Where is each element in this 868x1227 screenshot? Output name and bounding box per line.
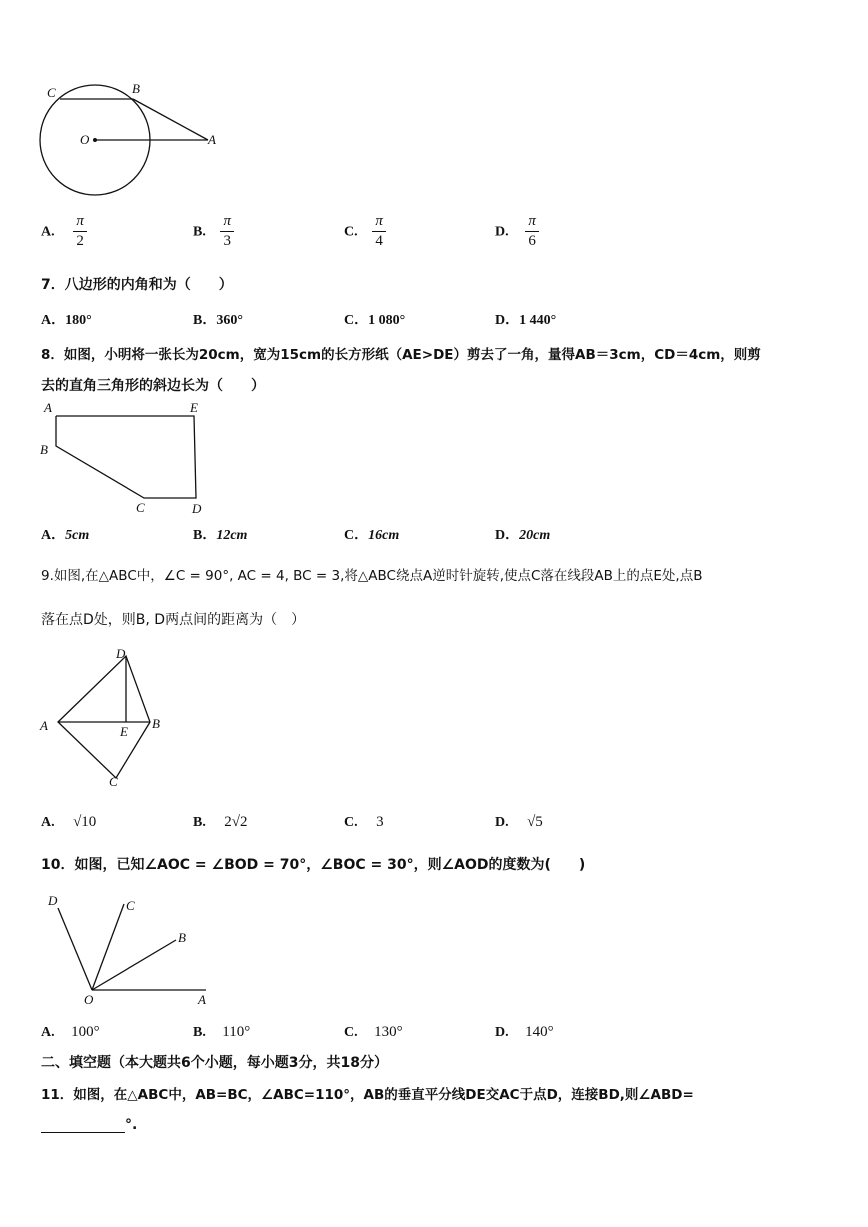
q9-label-a: A — [40, 718, 48, 733]
q6-option-d[interactable] — [495, 213, 539, 250]
q10-a-value: 100° — [71, 1024, 100, 1040]
q9-d-value: √5 — [527, 814, 543, 830]
q9-option-a[interactable] — [41, 814, 96, 831]
q10-b-letter: B. — [193, 1025, 206, 1040]
q7-option-d[interactable] — [495, 309, 556, 329]
q10-a-letter: A. — [41, 1025, 55, 1040]
q8-label-d: D — [192, 501, 202, 516]
q10-option-d[interactable] — [495, 1024, 554, 1041]
q10-label-a: A — [198, 992, 206, 1007]
q10-label-o: O — [84, 992, 94, 1007]
q9-a-value: √10 — [73, 814, 97, 830]
q9-option-c[interactable] — [344, 814, 384, 831]
q7-option-b[interactable] — [193, 309, 243, 329]
q9-d-letter: D. — [495, 815, 509, 830]
q6-option-d-letter: D. — [495, 224, 509, 240]
q6-label-o: O — [80, 132, 90, 147]
q6-figure — [36, 80, 226, 200]
q6-b-num: π — [223, 213, 232, 229]
q11-answer-line[interactable] — [41, 1117, 137, 1133]
q6-option-b-fraction — [220, 213, 234, 250]
q9-option-d[interactable] — [495, 814, 543, 831]
q10-label-d: D — [48, 893, 58, 908]
q6-option-d-fraction — [525, 213, 539, 250]
q7-c-value: 1 080° — [368, 313, 406, 328]
q6-option-a[interactable] — [41, 213, 87, 250]
q7-d-value: 1 440° — [519, 313, 557, 328]
q8-c-letter: C． — [344, 528, 369, 543]
q8-a-letter: A． — [41, 528, 66, 543]
q8-b-value: 12cm — [216, 528, 248, 543]
q10-label-b: B — [178, 930, 186, 945]
q10-stem: 10．如图，已知∠AOC = ∠BOD = 70°，∠BOC = 30°，则∠AOD的度数为( ) — [41, 857, 586, 873]
q8-label-c: C — [136, 500, 145, 515]
q8-d-letter: D． — [495, 528, 520, 543]
q6-option-b-letter: B. — [193, 224, 206, 240]
q10-label-c: C — [126, 898, 135, 913]
q6-label-a: A — [208, 132, 216, 147]
q10-d-letter: D. — [495, 1025, 509, 1040]
q9-a-letter: A. — [41, 815, 55, 830]
q8-figure — [36, 398, 216, 518]
q10-option-a[interactable] — [41, 1024, 100, 1041]
q8-option-b[interactable] — [193, 524, 247, 544]
q9-b-value: 2√2 — [224, 814, 248, 830]
q8-label-b: B — [40, 442, 48, 457]
q11-answer-blank[interactable] — [41, 1118, 125, 1133]
q6-d-num: π — [528, 213, 536, 229]
q6-a-num: π — [76, 213, 84, 229]
q10-b-value: 110° — [222, 1024, 251, 1040]
q6-option-a-fraction — [73, 213, 87, 250]
q8-option-a[interactable] — [41, 524, 89, 544]
q11-stem-line1: 11．如图，在△ABC中，AB=BC，∠ABC=110°，AB的垂直平分线DE交AC于点D，连接BD,则∠ABD= — [41, 1087, 694, 1103]
section-title: 二、填空题（本大题共6个小题，每小题3分，共18分） — [41, 1055, 388, 1071]
q6-option-c-letter: C. — [344, 224, 358, 240]
q8-b-letter: B． — [193, 528, 217, 543]
q10-figure — [36, 888, 216, 1008]
q6-option-c-fraction — [372, 213, 386, 250]
q6-b-den: 3 — [223, 233, 232, 249]
q6-c-num: π — [375, 213, 383, 229]
q7-a-letter: A． — [41, 313, 66, 328]
q6-label-c: C — [47, 85, 56, 100]
q6-option-a-letter: A. — [41, 224, 55, 240]
q7-b-letter: B． — [193, 313, 217, 328]
q8-option-d[interactable] — [495, 524, 550, 544]
q8-stem-line2: 去的直角三角形的斜边长为（ ） — [41, 378, 265, 394]
q9-figure — [36, 642, 176, 792]
q9-option-b[interactable] — [193, 814, 248, 831]
q10-d-value: 140° — [525, 1024, 554, 1040]
q9-stem-line2: 落在点D处，则B, D两点间的距离为（ ） — [41, 612, 306, 628]
q8-a-value: 5cm — [65, 528, 90, 543]
q8-label-a: A — [44, 400, 52, 415]
q6-c-den: 4 — [375, 233, 383, 249]
q9-c-value: 3 — [376, 814, 384, 830]
q7-c-letter: C． — [344, 313, 369, 328]
q8-d-value: 20cm — [519, 528, 551, 543]
q8-label-e: E — [190, 400, 198, 415]
q7-a-value: 180° — [65, 313, 92, 328]
q11-blank-suffix: °. — [125, 1117, 138, 1133]
q10-option-c[interactable] — [344, 1024, 403, 1041]
q9-label-d: D — [116, 646, 126, 661]
q10-option-b[interactable] — [193, 1024, 250, 1041]
q10-c-letter: C. — [344, 1025, 358, 1040]
q6-option-c[interactable] — [344, 213, 386, 250]
q9-label-e: E — [120, 724, 128, 739]
q10-c-value: 130° — [374, 1024, 403, 1040]
q9-c-letter: C. — [344, 815, 358, 830]
q7-option-c[interactable] — [344, 309, 405, 329]
q6-option-b[interactable] — [193, 213, 234, 250]
q6-a-den: 2 — [76, 233, 84, 249]
q8-option-c[interactable] — [344, 524, 399, 544]
q7-option-a[interactable] — [41, 309, 92, 329]
q7-b-value: 360° — [216, 313, 243, 328]
q8-stem-line1: 8．如图，小明将一张长为20cm，宽为15cm的长方形纸（AE>DE）剪去了一角，量得AB＝3cm，CD＝4cm，则剪 — [41, 347, 761, 363]
q7-d-letter: D． — [495, 313, 520, 328]
q6-d-den: 6 — [528, 233, 536, 249]
q9-b-letter: B. — [193, 815, 206, 830]
q9-stem-line1: 9.如图,在△ABC中，∠C = 90°, AC = 4, BC = 3,将△ABC绕点A逆时针旋转,使点C落在线段AB上的点E处,点B — [41, 568, 703, 584]
q6-label-b: B — [132, 81, 140, 96]
q9-label-b: B — [152, 716, 160, 731]
q8-c-value: 16cm — [368, 528, 400, 543]
q7-stem: 7．八边形的内角和为（ ） — [41, 277, 233, 293]
q9-label-c: C — [109, 774, 118, 789]
